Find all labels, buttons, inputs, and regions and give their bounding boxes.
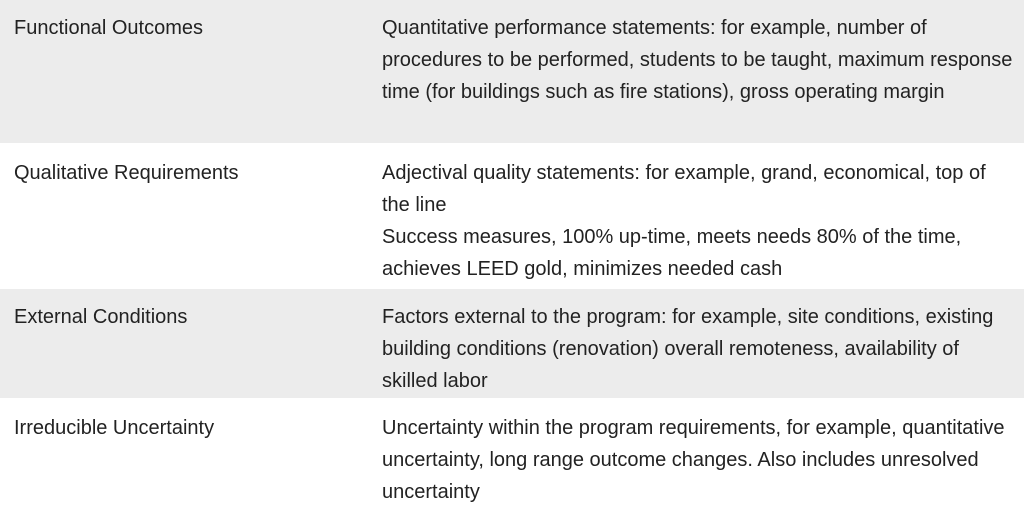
row-term: Qualitative Requirements — [14, 162, 239, 184]
row-definition — [382, 0, 1024, 143]
definition-text: Quantitative performance statements: for example, number of procedures to be performed, students to be taught, maximum response time (for buildings such as fire stations), gross operating margin — [382, 17, 1013, 103]
row-definition — [382, 145, 1024, 287]
row-term: Functional Outcomes — [14, 17, 203, 39]
table-row — [0, 0, 1024, 145]
definition-text: Factors external to the program: for example, site conditions, existing building conditions (renovation) overall remoteness, availability of skilled labor — [382, 306, 994, 392]
table-row — [0, 400, 1024, 505]
row-definition — [382, 289, 1024, 398]
row-term: External Conditions — [14, 306, 188, 328]
definition-text: Adjectival quality statements: for example, grand, economical, top of the line — [382, 162, 986, 216]
definition-text: Success measures, 100% up-time, meets needs 80% of the time, achieves LEED gold, minimizes needed cash — [382, 226, 962, 280]
table-row — [0, 145, 1024, 289]
row-definition — [382, 400, 1024, 503]
row-term: Irreducible Uncertainty — [14, 417, 215, 439]
definition-text: Uncertainty within the program requirements, for example, quantitative uncertainty, long range outcome changes. Also includes unresolved uncertainty — [382, 417, 1005, 503]
table-row — [0, 289, 1024, 400]
